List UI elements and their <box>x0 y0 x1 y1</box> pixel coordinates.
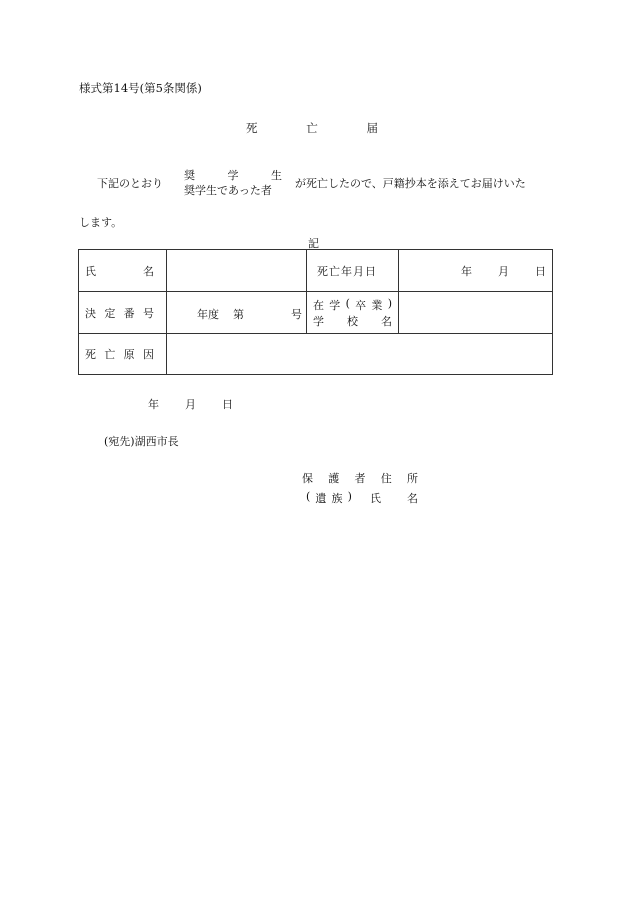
cause-field[interactable] <box>167 334 553 375</box>
signature-date <box>148 396 233 412</box>
page-title-text: 死 亡 届 <box>246 121 378 135</box>
ki-label: 記 <box>308 237 319 250</box>
body-option-2: 奨学生であった者 <box>184 184 272 197</box>
body-prefix: 下記のとおり <box>97 177 163 190</box>
school-label-line2: 学 校 名 <box>313 314 392 328</box>
death-date-values <box>399 263 552 279</box>
guardian-name-prefix: ( 遺 族 ) <box>306 490 352 505</box>
school-label-line1: 在 学 ( 卒 業 ) <box>313 296 392 312</box>
name-label-cell <box>79 250 167 292</box>
body-option-1-text: 奨 学 生 <box>184 169 282 182</box>
school-label-cell <box>307 292 399 334</box>
cause-label-cell <box>79 334 167 375</box>
school-field[interactable] <box>399 292 553 334</box>
signature-year: 年 <box>148 398 159 411</box>
name-label: 氏 名 <box>85 264 154 278</box>
decision-dai: 第 <box>233 307 244 321</box>
body-continuation: します。 <box>79 216 123 229</box>
decision-go: 号 <box>291 307 302 321</box>
name-field[interactable] <box>167 250 307 292</box>
body-suffix: が死亡したので、戸籍抄本を添えてお届けいた <box>295 177 526 190</box>
form-id: 様式第14号(第5条関係) <box>79 81 202 95</box>
decision-number-label: 決 定 番 号 <box>85 306 154 320</box>
body-option-1 <box>184 167 282 183</box>
cause-label: 死 亡 原 因 <box>85 348 154 361</box>
guardian-address-text: 保 護 者 住 所 <box>302 472 418 485</box>
death-date-field[interactable] <box>399 250 553 292</box>
death-date-label-cell <box>307 250 399 292</box>
guardian-address-label <box>302 470 418 486</box>
guardian-name-label-wrap <box>370 490 418 506</box>
signature-day: 日 <box>222 398 233 411</box>
decision-number-values <box>167 306 306 320</box>
guardian-name-prefix-wrap <box>306 490 352 506</box>
page-title <box>246 120 378 136</box>
death-date-label: 死亡年月日 <box>317 264 377 278</box>
death-date-day: 日 <box>535 264 546 278</box>
signature-month: 月 <box>185 398 196 411</box>
death-report-table <box>78 249 553 375</box>
decision-number-field[interactable] <box>167 292 307 334</box>
guardian-name-label: 氏 名 <box>370 492 418 505</box>
addressee: (宛先)湖西市長 <box>104 435 179 448</box>
decision-number-label-cell <box>79 292 167 334</box>
decision-nendo: 年度 <box>197 307 219 321</box>
death-date-year: 年 <box>461 264 472 278</box>
death-date-month: 月 <box>498 264 509 278</box>
